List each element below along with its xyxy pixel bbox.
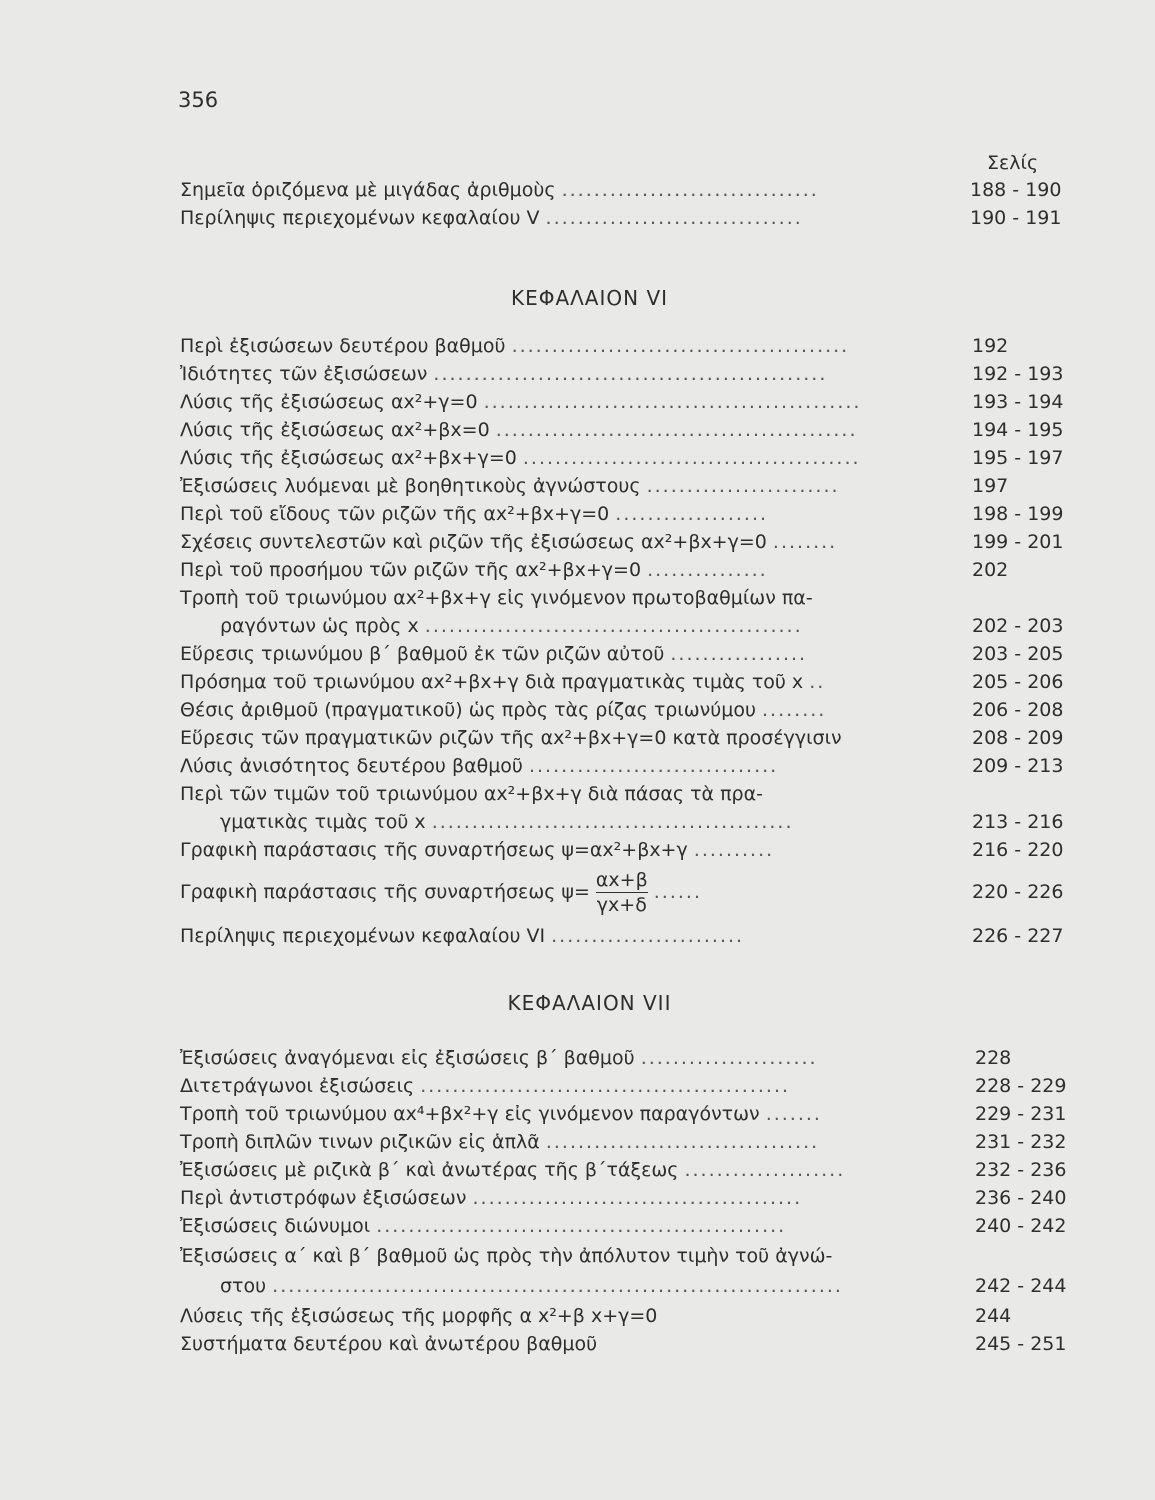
entry-pages: 245 - 251: [975, 1333, 1067, 1355]
entry-pages: 197: [972, 475, 1009, 497]
entry-title: Γραφικὴ παράστασις τῆς συναρτήσεως ψ=αx²+βx+γ: [180, 839, 688, 861]
entry-pages: 193 - 194: [972, 391, 1064, 413]
entry-pages: 198 - 199: [972, 503, 1064, 525]
toc-entry: Περίληψις περιεχομένων κεφαλαίου VI ........................ 226 - 227: [180, 922, 1068, 950]
toc-entry: [180, 724, 1068, 752]
toc-entry: στου ....................................................................... 242 - 244: [180, 1272, 1068, 1300]
entry-pages: 242 - 244: [975, 1275, 1067, 1297]
entry-pages: 231 - 232: [975, 1131, 1067, 1153]
toc-entry: Λύσις ἀνισότητος δευτέρου βαθμοῦ ............................... 209 - 213: [180, 752, 1068, 780]
toc-entry: Γραφικὴ παράστασις τῆς συναρτήσεως ψ=αx²+βx+γ .......... 216 - 220: [180, 836, 1068, 864]
chapter-heading: ΚΕΦΑΛΑΙΟΝ VII: [507, 991, 672, 1015]
entry-pages: 228 - 229: [975, 1075, 1067, 1097]
entry-title: Εὕρεσις τριωνύμου β΄ βαθμοῦ ἐκ τῶν ριζῶν αὐτοῦ: [180, 643, 665, 665]
entry-title: Περὶ τοῦ προσήμου τῶν ριζῶν τῆς αx²+βx+γ=0: [180, 559, 642, 581]
toc-entry: Περὶ ἐξισώσεων δευτέρου βαθμοῦ .......................................... 192: [180, 332, 1068, 360]
entry-title: Τροπὴ τοῦ τριωνύμου αx⁴+βx²+γ εἰς γινόμενον παραγόντων: [180, 1103, 760, 1125]
entry-pages: 194 - 195: [972, 419, 1064, 441]
entry-title: Διτετράγωνοι ἐξισώσεις: [180, 1075, 415, 1097]
toc-entry: Περίληψις περιεχομένων κεφαλαίου V ................................ 190 - 191: [180, 204, 1068, 232]
entry-title-line1: Ἐξισώσεις α΄ καὶ β΄ βαθμοῦ ὡς πρὸς τὴν ἀπόλυτον τιμὴν τοῦ ἀγνώ-: [180, 1245, 833, 1267]
toc-entry: Πρόσημα τοῦ τριωνύμου αx²+βx+γ διὰ πραγματικὰς τιμὰς τοῦ x .. 205 - 206: [180, 668, 1068, 696]
entry-title: Λύσις τῆς ἐξισώσεως αx²+βx=0: [180, 419, 490, 441]
entry-title: Ἐξισώσεις διώνυμοι: [180, 1215, 371, 1237]
toc-entry: Σχέσεις συντελεστῶν καὶ ριζῶν τῆς ἐξισώσεως αx²+βx+γ=0 ........ 199 - 201: [180, 528, 1068, 556]
entry-title: Λύσις τῆς ἐξισώσεως αx²+γ=0: [180, 391, 478, 413]
toc-entry: Περὶ τοῦ εἴδους τῶν ριζῶν τῆς αx²+βx+γ=0 ................... 198 - 199: [180, 500, 1068, 528]
toc-entry: Σημεῖα ὁριζόμενα μὲ μιγάδας ἀριθμοὺς ................................ 188 - 190: [180, 176, 1068, 204]
toc-entry: ραγόντων ὡς πρὸς x ............................................... 202 - 203: [180, 612, 1068, 640]
entry-title: Περὶ τοῦ εἴδους τῶν ριζῶν τῆς αx²+βx+γ=0: [180, 503, 610, 525]
entry-title: Σχέσεις συντελεστῶν καὶ ριζῶν τῆς ἐξισώσεως αx²+βx+γ=0: [180, 531, 767, 553]
pages-column-header: Σελίς: [987, 152, 1039, 174]
entry-title: Συστήματα δευτέρου καὶ ἀνωτέρου βαθμοῦ: [180, 1333, 598, 1355]
entry-title: Ἐξισώσεις μὲ ριζικὰ β΄ καὶ ἀνωτέρας τῆς β΄τάξεως: [180, 1159, 679, 1181]
entry-title: Περίληψις περιεχομένων κεφαλαίου V: [180, 207, 540, 229]
entry-pages: 205 - 206: [972, 671, 1064, 693]
entry-pages: 229 - 231: [975, 1103, 1067, 1125]
entry-title: γματικὰς τιμὰς τοῦ x: [220, 811, 426, 833]
entry-pages: 192: [972, 335, 1009, 357]
entry-title: Εὕρεσις τῶν πραγματικῶν ριζῶν τῆς αx²+βx+γ=0 κατὰ προσέγγισιν: [180, 727, 842, 749]
entry-pages: 208 - 209: [972, 727, 1064, 749]
entry-pages: 188 - 190: [970, 179, 1062, 201]
entry-pages: 199 - 201: [972, 531, 1064, 553]
entry-title: Περίληψις περιεχομένων κεφαλαίου VI: [180, 925, 546, 947]
fraction: [596, 868, 648, 917]
entry-title: Ἰδιότητες τῶν ἐξισώσεων: [180, 363, 428, 385]
entry-pages: 206 - 208: [972, 699, 1064, 721]
toc-entry: γματικὰς τιμὰς τοῦ x ............................................. 213 - 216: [180, 808, 1068, 836]
entry-title: Λύσεις τῆς ἐξισώσεως τῆς μορφῆς α x²+β x+γ=0: [180, 1305, 658, 1327]
toc-entry: Τροπὴ διπλῶν τινων ριζικῶν εἰς ἁπλᾶ .................................. 231 - 232: [180, 1128, 1068, 1156]
toc-entry: Λύσις τῆς ἐξισώσεως αx²+βx+γ=0 .......................................... 195 - 197: [180, 444, 1068, 472]
toc-entry: [180, 1330, 1068, 1358]
entry-pages: 190 - 191: [970, 207, 1062, 229]
entry-title-line1: Περὶ τῶν τιμῶν τοῦ τριωνύμου αx²+βx+γ διὰ πάσας τὰ πρα-: [180, 783, 763, 805]
entry-pages: 236 - 240: [975, 1187, 1067, 1209]
toc-entry: [180, 780, 1068, 808]
entry-title: Λύσις ἀνισότητος δευτέρου βαθμοῦ: [180, 755, 523, 777]
toc-entry: Περὶ τοῦ προσήμου τῶν ριζῶν τῆς αx²+βx+γ=0 ............... 202: [180, 556, 1068, 584]
entry-pages: 216 - 220: [972, 839, 1064, 861]
entry-title: Τροπὴ διπλῶν τινων ριζικῶν εἰς ἁπλᾶ: [180, 1131, 540, 1153]
entry-title-line1: Τροπὴ τοῦ τριωνύμου αx²+βx+γ εἰς γινόμενον πρωτοβαθμίων πα-: [180, 587, 813, 609]
fraction-denominator: γx+δ: [596, 894, 647, 916]
toc-entry: Ἐξισώσεις ἀναγόμεναι εἰς ἐξισώσεις β΄ βαθμοῦ ...................... 228: [180, 1044, 1068, 1072]
toc-entry: Διτετράγωνοι ἐξισώσεις .............................................. 228 - 229: [180, 1072, 1068, 1100]
entry-pages: 220 - 226: [972, 881, 1064, 903]
entry-pages: 195 - 197: [972, 447, 1064, 469]
toc-entry: Περὶ ἀντιστρόφων ἐξισώσεων ......................................... 236 - 240: [180, 1184, 1068, 1212]
entry-pages: 203 - 205: [972, 643, 1064, 665]
toc-entry: Γραφικὴ παράστασις τῆς συναρτήσεως ψ= $\frac{\alpha x+\beta}{\gamma x+\delta}$ ...... 220 - 226: [180, 866, 1068, 918]
toc-entry: Ἰδιότητες τῶν ἐξισώσεων ................................................. 192 - 193: [180, 360, 1068, 388]
entry-pages: 228: [975, 1047, 1012, 1069]
entry-pages: 192 - 193: [972, 363, 1064, 385]
entry-title: Περὶ ἀντιστρόφων ἐξισώσεων: [180, 1187, 467, 1209]
entry-title: Ἐξισώσεις λυόμεναι μὲ βοηθητικοὺς ἀγνώστους: [180, 475, 641, 497]
toc-entry: Ἐξισώσεις μὲ ριζικὰ β΄ καὶ ἀνωτέρας τῆς β΄τάξεως .................... 232 - 236: [180, 1156, 1068, 1184]
entry-pages: 213 - 216: [972, 811, 1064, 833]
entry-pages: 240 - 242: [975, 1215, 1067, 1237]
entry-pages: 226 - 227: [972, 925, 1064, 947]
fraction-numerator: αx+β: [595, 869, 648, 891]
toc-entry: Τροπὴ τοῦ τριωνύμου αx⁴+βx²+γ εἰς γινόμενον παραγόντων ....... 229 - 231: [180, 1100, 1068, 1128]
toc-entry: [180, 1302, 1068, 1330]
entry-title: Περὶ ἐξισώσεων δευτέρου βαθμοῦ: [180, 335, 506, 357]
entry-title: Ἐξισώσεις ἀναγόμεναι εἰς ἐξισώσεις β΄ βαθμοῦ: [180, 1047, 635, 1069]
toc-entry: Ἐξισώσεις λυόμεναι μὲ βοηθητικοὺς ἀγνώστους ........................ 197: [180, 472, 1068, 500]
toc-entry: Λύσις τῆς ἐξισώσεως αx²+βx=0 ............................................. 194 - 195: [180, 416, 1068, 444]
entry-title: ραγόντων ὡς πρὸς x: [220, 615, 419, 637]
page-number: 356: [178, 88, 219, 112]
chapter-heading: ΚΕΦΑΛΑΙΟΝ VI: [510, 286, 669, 310]
toc-entry: Λύσις τῆς ἐξισώσεως αx²+γ=0 ............................................... 193 - 194: [180, 388, 1068, 416]
entry-title: Θέσις ἀριθμοῦ (πραγματικοῦ) ὡς πρὸς τὰς ρίζας τριωνύμου: [180, 699, 756, 721]
entry-pages: 202 - 203: [972, 615, 1064, 637]
toc-entry: Ἐξισώσεις διώνυμοι ................................................... 240 - 242: [180, 1212, 1068, 1240]
entry-title: Γραφικὴ παράστασις τῆς συναρτήσεως ψ=: [180, 881, 590, 903]
toc-entry: Θέσις ἀριθμοῦ (πραγματικοῦ) ὡς πρὸς τὰς ρίζας τριωνύμου ........ 206 - 208: [180, 696, 1068, 724]
toc-entry: Εὕρεσις τριωνύμου β΄ βαθμοῦ ἐκ τῶν ριζῶν αὐτοῦ ................. 203 - 205: [180, 640, 1068, 668]
entry-title: Πρόσημα τοῦ τριωνύμου αx²+βx+γ διὰ πραγματικὰς τιμὰς τοῦ x: [180, 671, 804, 693]
toc-entry: [180, 584, 1068, 612]
toc-entry: [180, 1242, 1068, 1270]
entry-title: στου: [220, 1275, 267, 1297]
entry-title: Σημεῖα ὁριζόμενα μὲ μιγάδας ἀριθμοὺς: [180, 179, 556, 201]
entry-title: Λύσις τῆς ἐξισώσεως αx²+βx+γ=0: [180, 447, 517, 469]
entry-pages: 232 - 236: [975, 1159, 1067, 1181]
entry-pages: 202: [972, 559, 1009, 581]
entry-pages: 244: [975, 1305, 1012, 1327]
entry-pages: 209 - 213: [972, 755, 1064, 777]
